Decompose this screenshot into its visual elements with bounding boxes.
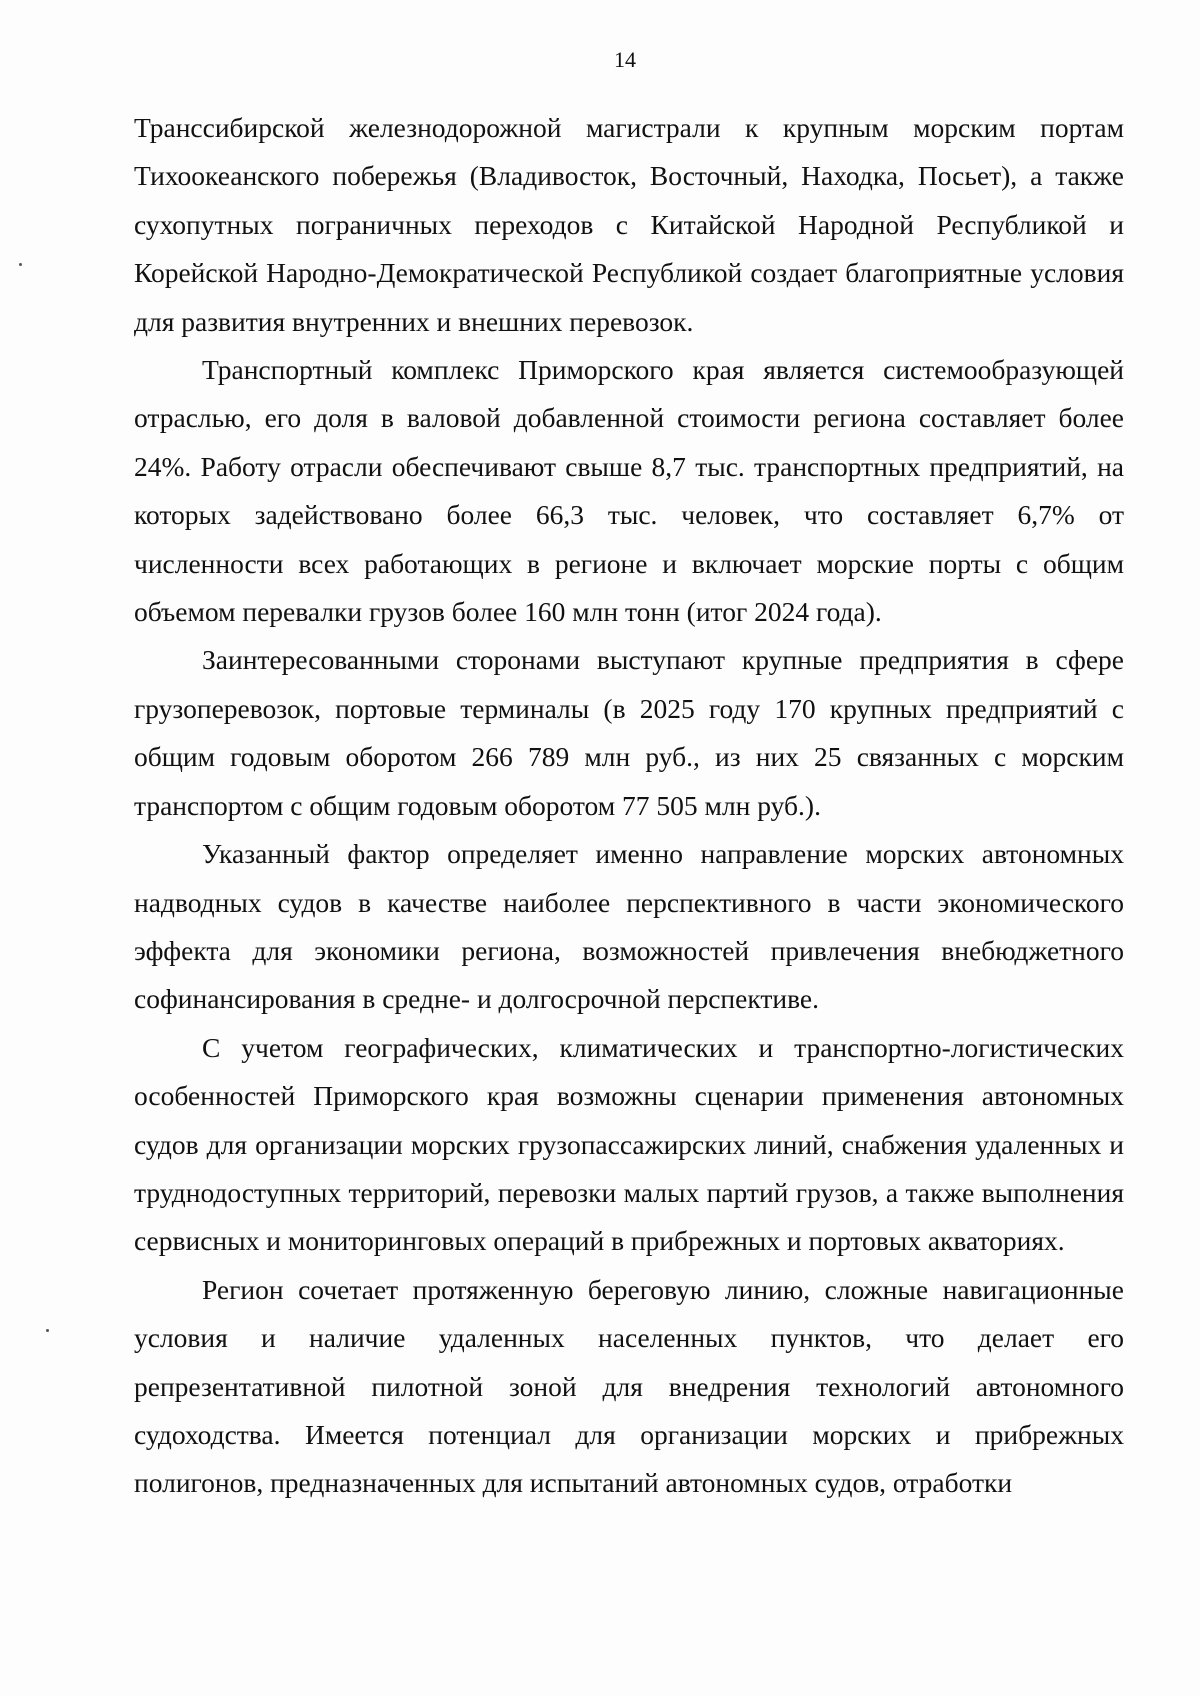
margin-mark — [19, 263, 22, 266]
paragraph: Заинтересованными сторонами выступают крупные предприятия в сфере грузоперевозок, портовые терминалы (в 2025 году 170 крупных предприятий с общим годовым оборотом 266 789 млн руб., из них 25 связанных с морским транспортом с общим годовым оборотом 77 505 млн руб.). — [134, 644, 1124, 821]
paragraph: С учетом географических, климатических и транспортно-логистических особенностей Приморского края возможны сценарии применения автономных судов для организации морских грузопассажирских линий, снабжения удаленных и труднодоступных территорий, перевозки малых партий грузов, а также выполнения сервисных и мониторинговых операций в прибрежных и портовых акваториях. — [134, 1031, 1124, 1257]
page-number: 14 — [614, 47, 636, 72]
paragraph: Регион сочетает протяженную береговую линию, сложные навигационные условия и наличие удаленных населенных пунктов, что делает его репрезентативной пилотной зоной для внедрения технологий автономного судоходства. Имеется потенциал для организации морских и прибрежных полигонов, предназначенных для испытаний автономных судов, отработки — [134, 1273, 1124, 1499]
paragraph: Транссибирской железнодорожной магистрали к крупным морским портам Тихоокеанского побережья (Владивосток, Восточный, Находка, Посьет), а также сухопутных пограничных переходов с Китайской Народной Республикой и Корейской Народно-Демократической Республикой создает благоприятные условия для развития внутренних и внешних перевозок. — [134, 112, 1124, 337]
body-text — [134, 104, 1124, 1508]
paragraph: Транспортный комплекс Приморского края является системообразующей отраслью, его доля в валовой добавленной стоимости региона составляет более 24%. Работу отрасли обеспечивают свыше 8,7 тыс. транспортных предприятий, на которых задействовано более 66,3 тыс. человек, что составляет 6,7% от численности всех работающих в регионе и включает морские порты с общим объемом перевалки грузов более 160 млн тонн (итог 2024 года). — [134, 354, 1124, 628]
paragraph: Указанный фактор определяет именно направление морских автономных надводных судов в качестве наиболее перспективного в части экономического эффекта для экономики региона, возможностей привлечения внебюджетного софинансирования в средне- и долгосрочной перспективе. — [134, 838, 1124, 1015]
margin-mark — [46, 1329, 49, 1332]
